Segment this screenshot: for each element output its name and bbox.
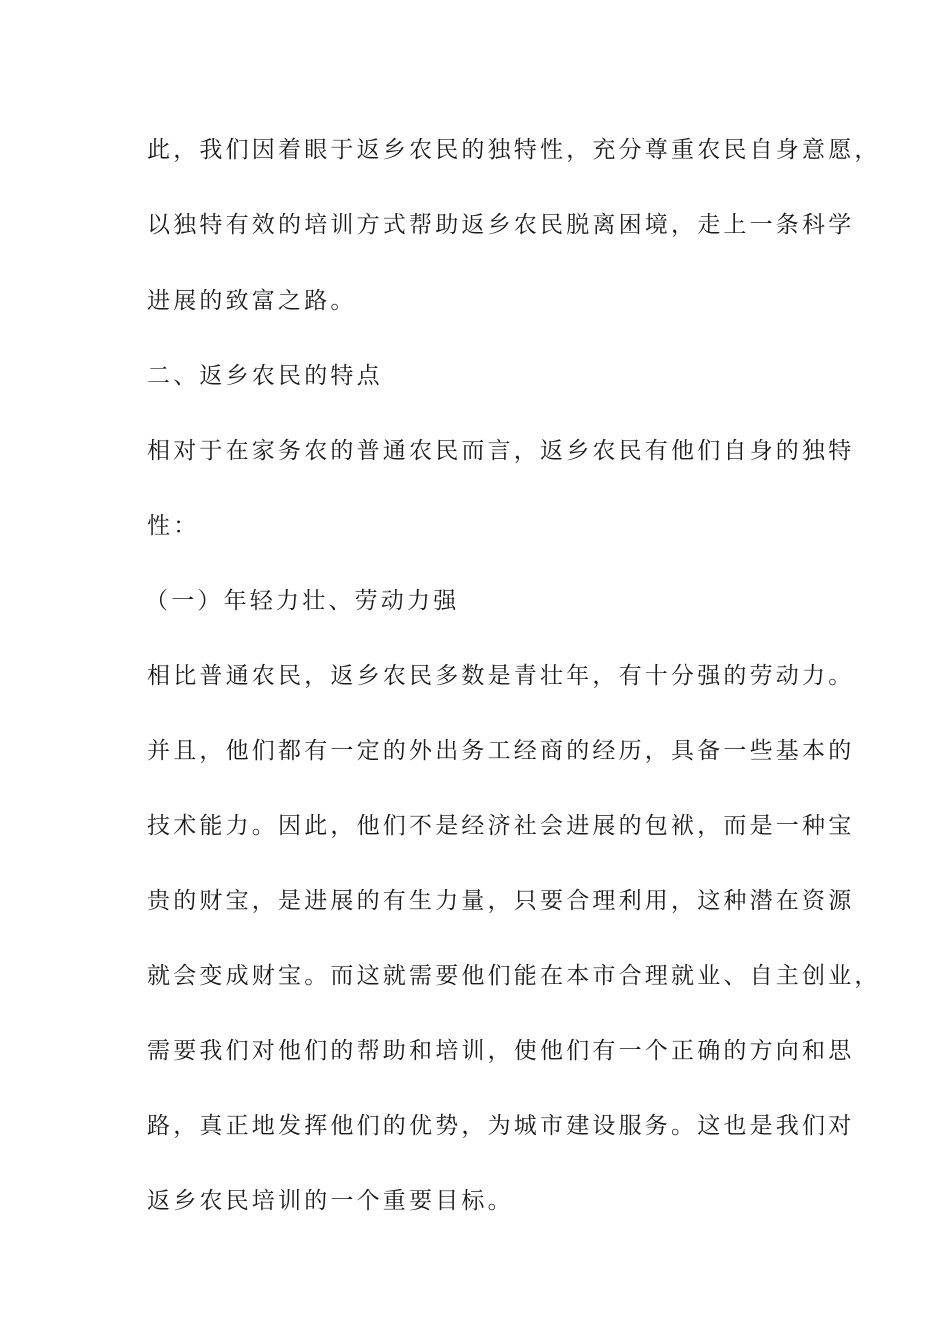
section-heading: 二、返乡农民的特点 [147, 363, 383, 389]
body-text-line: 技术能力。因此，他们不是经济社会进展的包袱，而是一种宝 [147, 813, 855, 839]
body-text-line: 路，真正地发挥他们的优势，为城市建设服务。这也是我们对 [147, 1113, 855, 1139]
body-text-line: 就会变成财宝。而这就需要他们能在本市合理就业、自主创业， [147, 963, 881, 989]
body-text-line: 性： [147, 513, 200, 539]
body-text-line: 需要我们对他们的帮助和培训，使他们有一个正确的方向和思 [147, 1038, 855, 1064]
body-text-line: 贵的财宝，是进展的有生力量，只要合理利用，这种潜在资源 [147, 888, 855, 914]
subsection-heading: （一）年轻力壮、劳动力强 [145, 588, 460, 614]
body-text-line: 以独特有效的培训方式帮助返乡农民脱离困境，走上一条科学 [147, 212, 855, 238]
body-text-line: 返乡农民培训的一个重要目标。 [147, 1188, 514, 1214]
body-text-line: 并且，他们都有一定的外出务工经商的经历，具备一些基本的 [147, 738, 855, 764]
body-text-line: 此，我们因着眼于返乡农民的独特性，充分尊重农民自身意愿， [147, 137, 881, 163]
body-text-line: 相比普通农民，返乡农民多数是青壮年，有十分强的劳动力。 [147, 663, 855, 689]
body-text-line: 相对于在家务农的普通农民而言，返乡农民有他们自身的独特 [147, 438, 855, 464]
body-text-line: 进展的致富之路。 [147, 288, 357, 314]
